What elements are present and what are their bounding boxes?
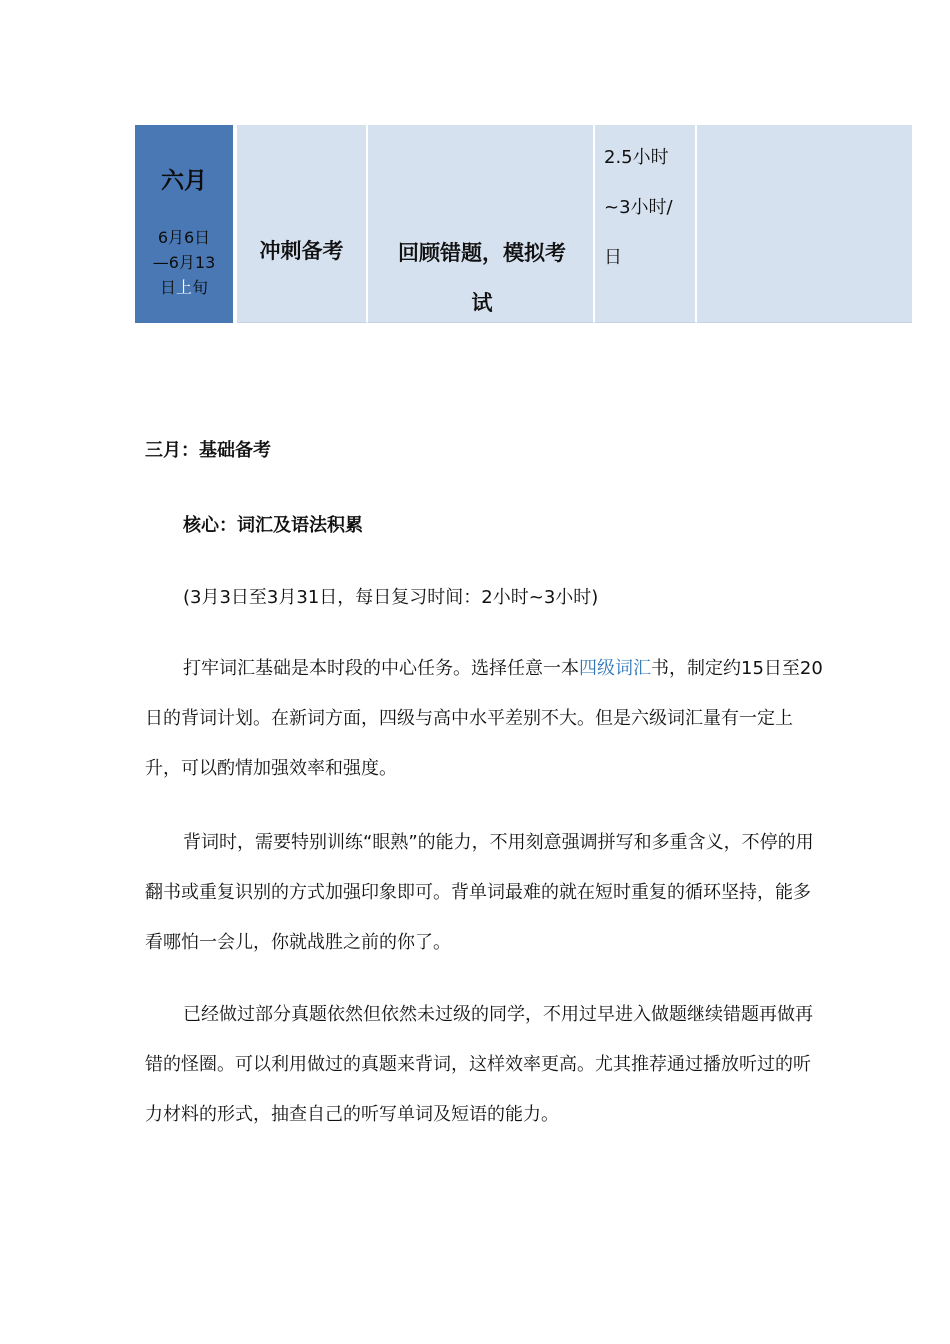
paragraph-vocabulary	[145, 644, 825, 794]
vocabulary-book-link[interactable]: 四级词汇	[579, 658, 651, 679]
core-heading: 核心：词汇及语法积累	[183, 515, 363, 536]
month-range-line	[135, 275, 233, 300]
task-line: 试	[471, 291, 493, 315]
range-highlight: 上	[175, 278, 192, 297]
time-label	[604, 133, 694, 283]
task-cell	[368, 125, 595, 323]
range-text: 旬	[192, 278, 209, 297]
stage-cell	[237, 125, 368, 323]
stage-label: 冲刺备考	[259, 239, 344, 263]
note-cell	[697, 125, 912, 323]
time-line: 2.5小时	[604, 147, 669, 168]
time-line: ~3小时/	[604, 197, 673, 218]
month-cell	[135, 125, 237, 323]
month-range-line: —6月13	[152, 253, 216, 272]
date-range-line: (3月3日至3月31日，每日复习时间：2小时~3小时)	[183, 587, 599, 608]
month-date-range	[135, 225, 233, 300]
paragraph-past-papers: 已经做过部分真题依然但依然未过级的同学，不用过早进入做题继续错题再做再错的怪圈。可以利用做过的真题来背词，这样效率更高。尤其推荐通过播放听过的听力材料的形式，抽查自己的听写单词及短语的能力。	[145, 1004, 813, 1125]
task-line: 回顾错题，模拟考	[398, 241, 566, 265]
paragraph-memorization: 背词时，需要特别训练“眼熟”的能力，不用刻意强调拼写和多重含义，不停的用翻书或重复识别的方式加强印象即可。背单词最难的就在短时重复的循环坚持，能多看哪怕一会儿，你就战胜之前的你了。	[145, 832, 814, 953]
section-title: 三月：基础备考	[145, 440, 271, 461]
range-text: 日	[159, 278, 176, 297]
paragraph-text: 打牢词汇基础是本时段的中心任务。选择任意一本	[183, 658, 579, 679]
time-line: 日	[604, 247, 622, 268]
month-range-line: 6月6日	[157, 228, 211, 247]
task-label	[382, 228, 582, 328]
time-cell	[595, 125, 697, 323]
month-title: 六月	[161, 168, 207, 194]
paragraph-text: 书，制定约15日至20日的背词计划。在新词方面，四级与高中水平差别不大。但是六级词汇量有一定上升，可以酌情加强效率和强度。	[145, 658, 823, 779]
study-plan-table	[135, 125, 912, 323]
